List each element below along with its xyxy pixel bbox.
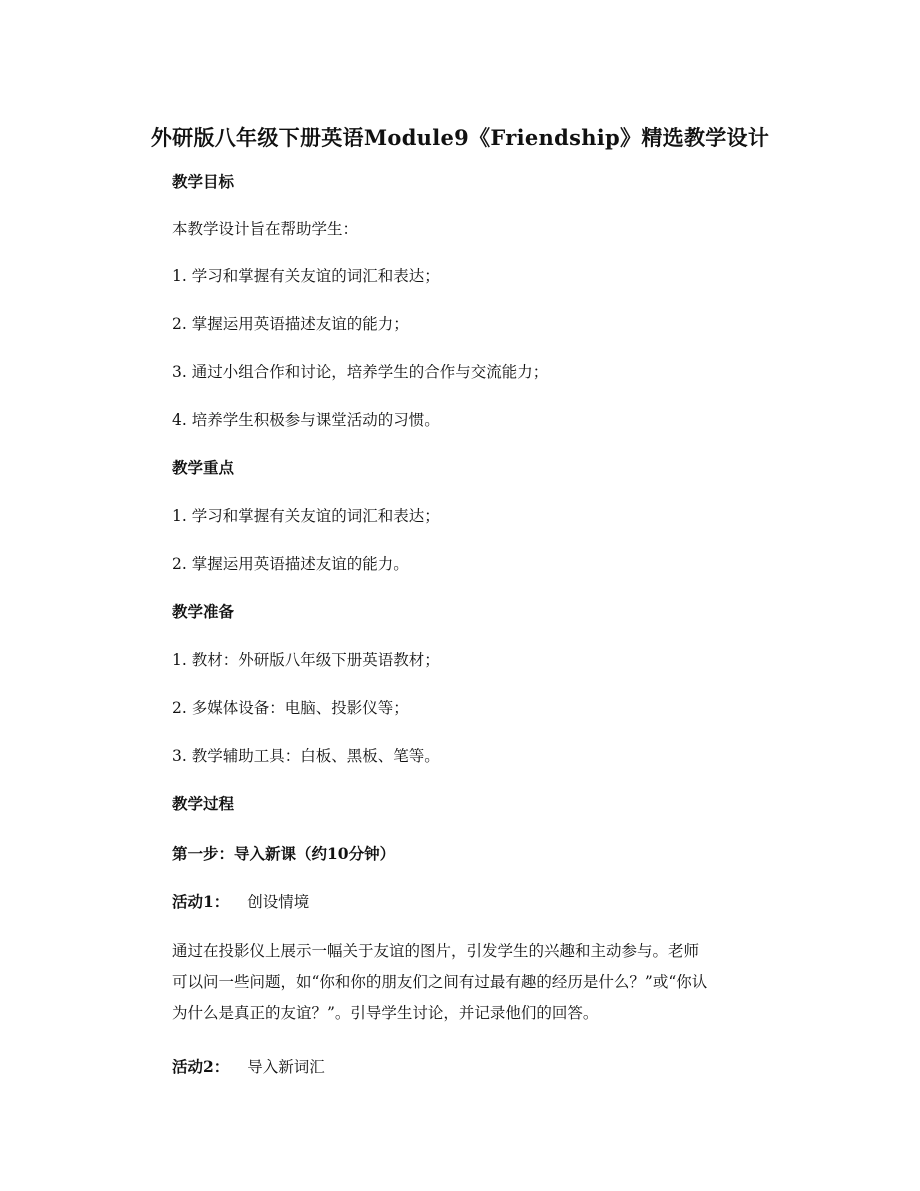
document-title: 外研版八年级下册英语Module9《Friendship》精选教学设计 <box>150 125 770 150</box>
preparation-item-2: 2. 多媒体设备：电脑、投影仪等； <box>172 699 409 717</box>
activity-1-name: 创设情境 <box>247 893 310 911</box>
activity-1-text-line-3: 为什么是真正的友谊？”。引导学生讨论，并记录他们的回答。 <box>172 1004 599 1022</box>
process-step-1: 第一步：导入新课（约10分钟） <box>172 844 396 863</box>
section-heading-goals: 教学目标 <box>172 172 235 191</box>
section-heading-preparation: 教学准备 <box>172 602 235 621</box>
key-points-item-2: 2. 掌握运用英语描述友谊的能力。 <box>172 555 409 573</box>
key-points-item-1: 1. 学习和掌握有关友谊的词汇和表达； <box>172 507 440 525</box>
goals-item-1: 1. 学习和掌握有关友谊的词汇和表达； <box>172 267 440 285</box>
section-heading-key-points: 教学重点 <box>172 458 235 477</box>
goals-item-2: 2. 掌握运用英语描述友谊的能力； <box>172 315 409 333</box>
goals-item-4: 4. 培养学生积极参与课堂活动的习惯。 <box>172 411 440 429</box>
preparation-item-1: 1. 教材：外研版八年级下册英语教材； <box>172 651 440 669</box>
activity-1-text-line-2: 可以问一些问题，如“你和你的朋友们之间有过最有趣的经历是什么？”或“你认 <box>172 973 708 991</box>
preparation-item-3: 3. 教学辅助工具：白板、黑板、笔等。 <box>172 747 440 765</box>
activity-1-text-line-1: 通过在投影仪上展示一幅关于友谊的图片，引发学生的兴趣和主动参与。老师 <box>172 942 700 960</box>
activity-2-label: 活动2： <box>172 1057 230 1076</box>
activity-2-name: 导入新词汇 <box>247 1058 325 1076</box>
activity-1-label: 活动1： <box>172 892 230 911</box>
activity-1-heading <box>172 890 772 914</box>
activity-2-heading <box>172 1055 772 1079</box>
goals-item-3: 3. 通过小组合作和讨论，培养学生的合作与交流能力； <box>172 363 549 381</box>
goals-intro: 本教学设计旨在帮助学生： <box>172 220 359 238</box>
section-heading-process: 教学过程 <box>172 794 235 813</box>
